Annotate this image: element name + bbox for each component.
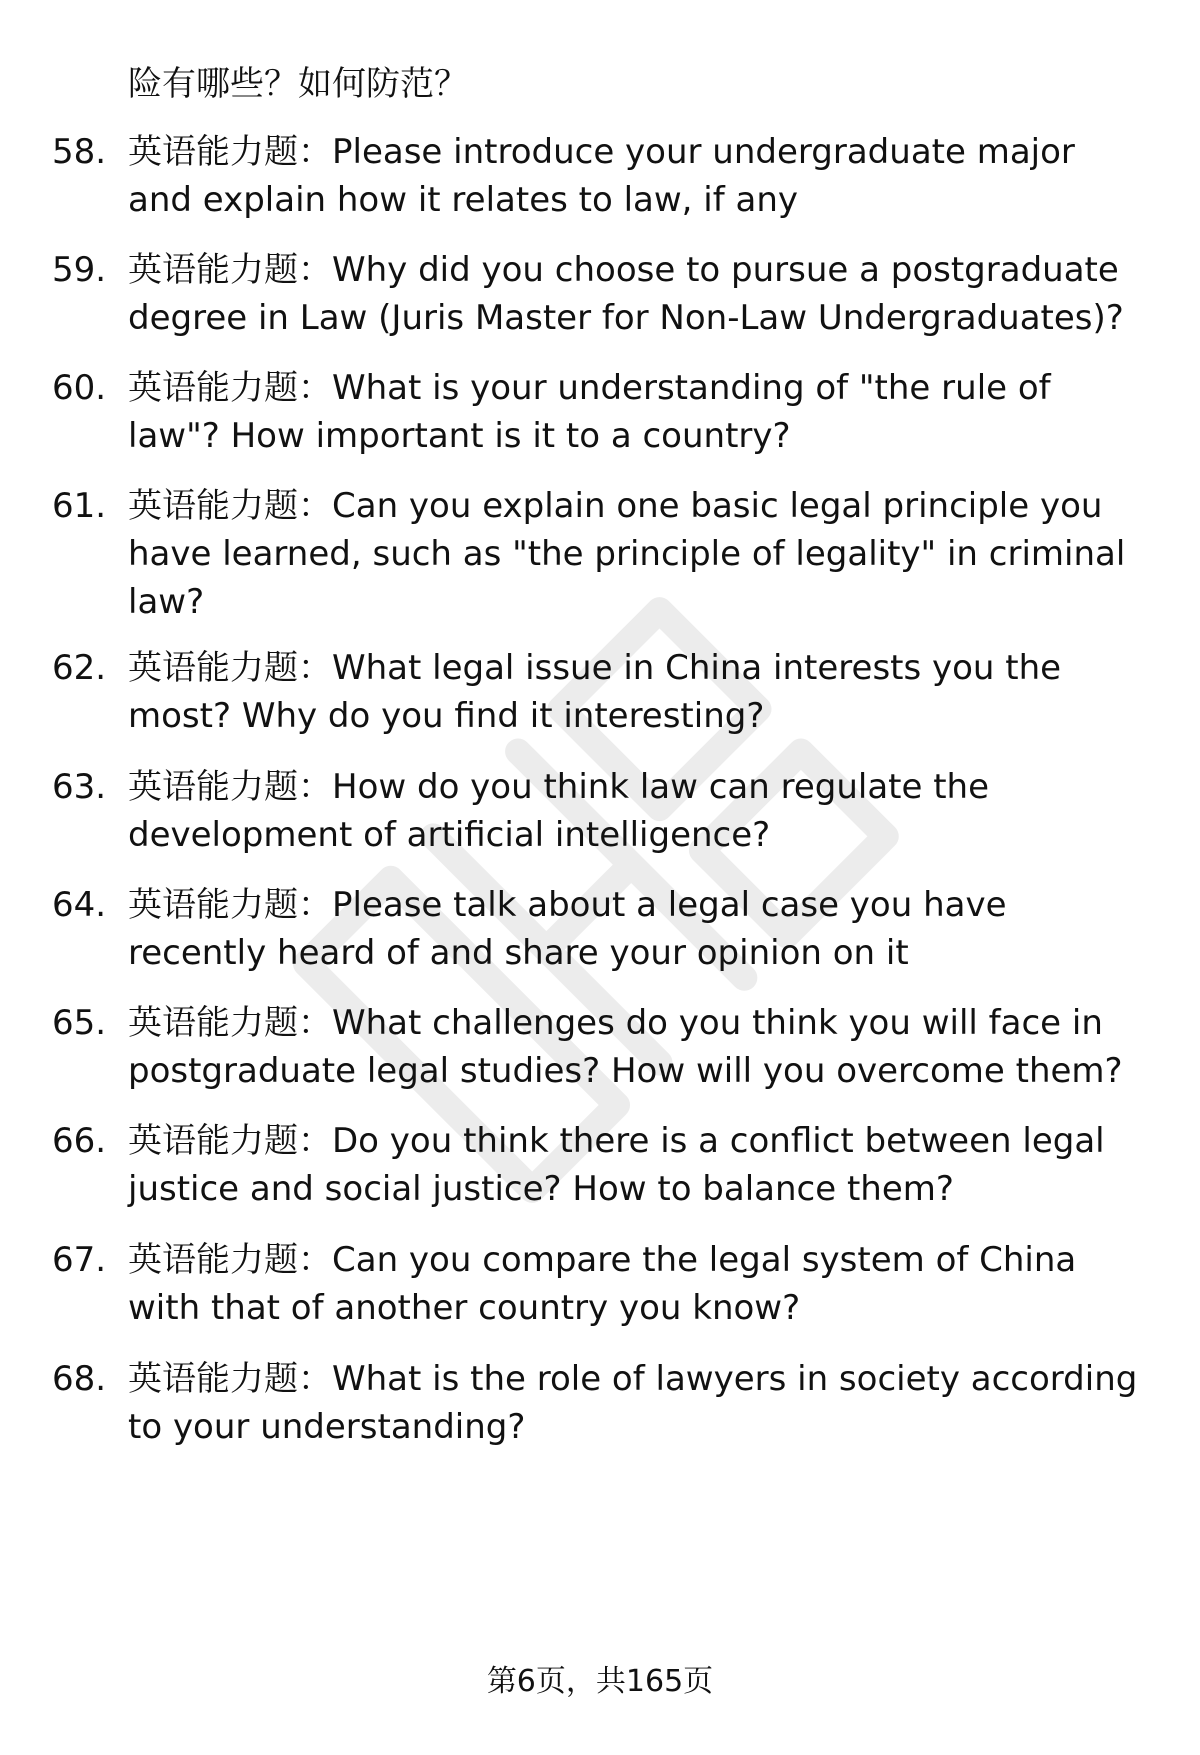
question-text-line: development of artificial intelligence? bbox=[128, 815, 771, 855]
question-number: 68. bbox=[52, 1359, 107, 1399]
question-text-line: 英语能力题：Why did you choose to pursue a postgraduate bbox=[128, 250, 1119, 290]
question-number: 67. bbox=[52, 1240, 107, 1280]
question-number: 59. bbox=[52, 250, 107, 290]
question-text-line: law"? How important is it to a country? bbox=[128, 416, 791, 456]
question-text-line: 英语能力题：What is your understanding of "the rule of bbox=[128, 368, 1051, 408]
question-text-line: 英语能力题：Please introduce your undergraduate major bbox=[128, 132, 1075, 172]
question-text-line: recently heard of and share your opinion on it bbox=[128, 933, 909, 973]
question-text-line: and explain how it relates to law, if any bbox=[128, 180, 799, 220]
question-text-line: 英语能力题：What legal issue in China interests you the bbox=[128, 648, 1062, 688]
question-text-line: have learned, such as "the principle of legality" in criminal bbox=[128, 534, 1126, 574]
question-text-line: 英语能力题：How do you think law can regulate the bbox=[128, 767, 990, 807]
question-text-line: 英语能力题：Do you think there is a conflict between legal bbox=[128, 1121, 1105, 1161]
question-number: 62. bbox=[52, 648, 107, 688]
question-text-line: 英语能力题：What challenges do you think you will face in bbox=[128, 1003, 1103, 1043]
page-footer: 第6页，共165页 bbox=[486, 1664, 714, 1699]
question-text-line: 英语能力题：Can you compare the legal system of China bbox=[128, 1240, 1077, 1280]
question-number: 66. bbox=[52, 1121, 107, 1161]
question-number: 61. bbox=[52, 486, 107, 526]
question-text-line: most? Why do you find it interesting? bbox=[128, 696, 765, 736]
question-number: 58. bbox=[52, 132, 107, 172]
question-text-line: postgraduate legal studies? How will you overcome them? bbox=[128, 1051, 1123, 1091]
question-number: 60. bbox=[52, 368, 107, 408]
question-text-line: 英语能力题：Can you explain one basic legal principle you bbox=[128, 486, 1103, 526]
question-text-line: degree in Law (Juris Master for Non-Law Undergraduates)? bbox=[128, 298, 1124, 338]
question-number: 63. bbox=[52, 767, 107, 807]
continued-question-text: 险有哪些？如何防范？ bbox=[128, 64, 468, 104]
question-text-line: law? bbox=[128, 582, 205, 622]
question-text-line: 英语能力题：Please talk about a legal case you have bbox=[128, 885, 1007, 925]
question-text-line: to your understanding? bbox=[128, 1407, 526, 1447]
question-text-line: with that of another country you know? bbox=[128, 1288, 801, 1328]
question-text-line: justice and social justice? How to balance them? bbox=[128, 1169, 954, 1209]
question-number: 65. bbox=[52, 1003, 107, 1043]
question-number: 64. bbox=[52, 885, 107, 925]
question-text-line: 英语能力题：What is the role of lawyers in society according bbox=[128, 1359, 1138, 1399]
